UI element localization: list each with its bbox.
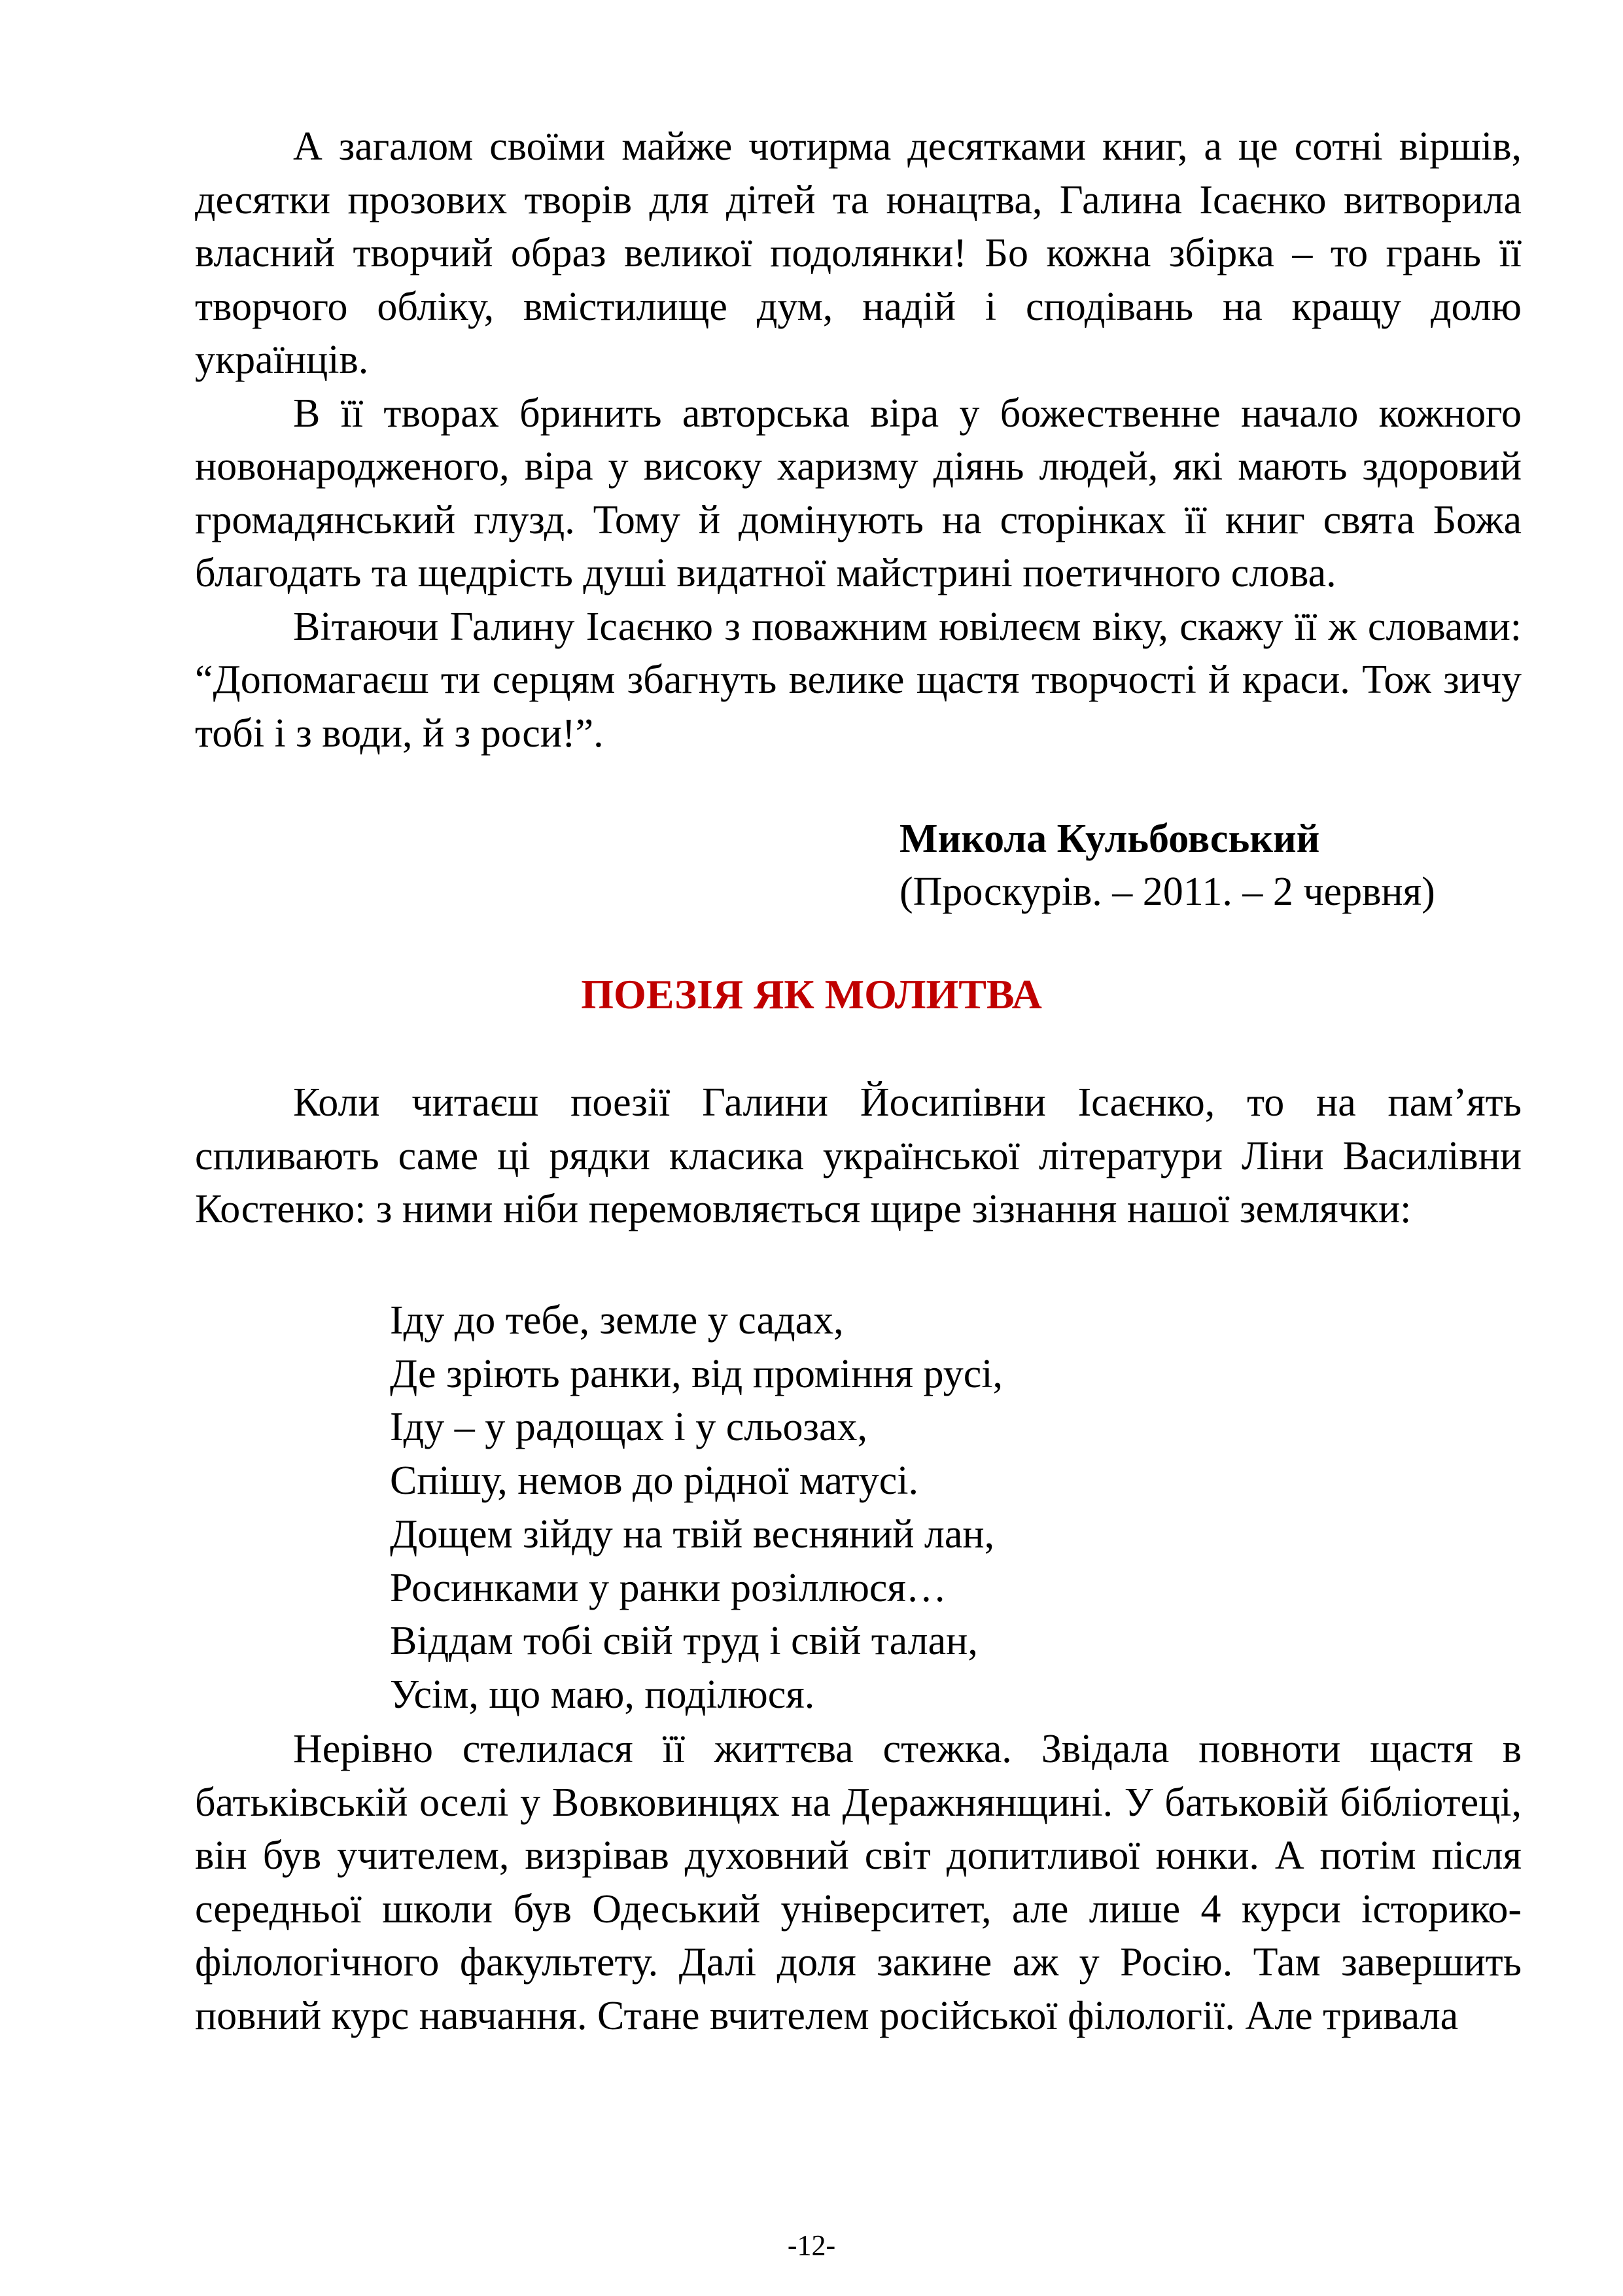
poem-line: Іду – у радощах і у сльозах, xyxy=(390,1405,867,1450)
paragraph: А загалом своїми майже чотирма десятками книг, а це сотні віршів, десятки прозових творів для дітей та юнацтва, Галина Ісаєнко витворила власний творчий образ великої подолянки! Бо кожна збірка – то грань її творчого обліку, вмістилище дум, надій і сподівань на кращу долю українців. xyxy=(195,124,1522,382)
poem-quote xyxy=(390,1294,1003,1722)
intro-text xyxy=(195,120,1522,760)
signature-author: Микола Кульбовський xyxy=(899,817,1320,861)
page-number: -12- xyxy=(787,2229,836,2261)
paragraph: Коли читаєш поезії Галини Йосипівни Ісаєнко, то на пам’ять спливають саме ці рядки класика української літератури Ліни Василівни Костенко: з ними ніби перемовляється щире зізнання нашої землячки: xyxy=(195,1080,1522,1231)
poem-line: Дощем зійду на твій весняний лан, xyxy=(390,1511,995,1557)
paragraph: Вітаючи Галину Ісаєнко з поважним ювілеєм віку, скажу її ж словами: “Допомагаєш ти серцям збагнуть велике щастя творчості й краси. Тож зичу тобі і з води, й з роси!”. xyxy=(195,604,1522,756)
poem-line: Віддам тобі свій труд і свій талан, xyxy=(390,1619,978,1664)
poem-line: Спішу, немов до рідної матусі. xyxy=(390,1458,918,1504)
poem-line: Росинками у ранки розіллюся… xyxy=(390,1565,947,1610)
signature-source: (Проскурів. – 2011. – 2 червня) xyxy=(899,870,1435,914)
paragraph: Нерівно стелилася її життєва стежка. Звідала повноти щастя в батьківській оселі у Вовковинцях на Деражнянщині. У батьковій бібліотеці, він був учителем, визрівав духовний світ допитливої юнки. А потім після середньої школи був Одеський університет, але лише 4 курси історико-філологічного факультету. Далі доля закине аж у Росію. Там завершить повний курс навчання. Стане вчителем російської філології. Але тривала xyxy=(195,1727,1522,2038)
section-body xyxy=(195,1723,1522,2043)
section-lead xyxy=(195,1076,1522,1237)
section-title: ПОЕЗІЯ ЯК МОЛИТВА xyxy=(581,971,1042,1017)
poem-line: Іду до тебе, земле у садах, xyxy=(390,1298,844,1343)
poem-line: Де зріють ранки, від проміння русі, xyxy=(390,1351,1003,1396)
paragraph: В її творах бринить авторська віра у божественне начало кожного новонародженого, віра у високу харизму діянь людей, які мають здоровий громадянський глузд. Тому й домінують на сторінках її книг свята Божа благодать та щедрість душі видатної майстрині поетичного слова. xyxy=(195,391,1522,595)
poem-line: Усім, що маю, поділюся. xyxy=(390,1672,815,1717)
